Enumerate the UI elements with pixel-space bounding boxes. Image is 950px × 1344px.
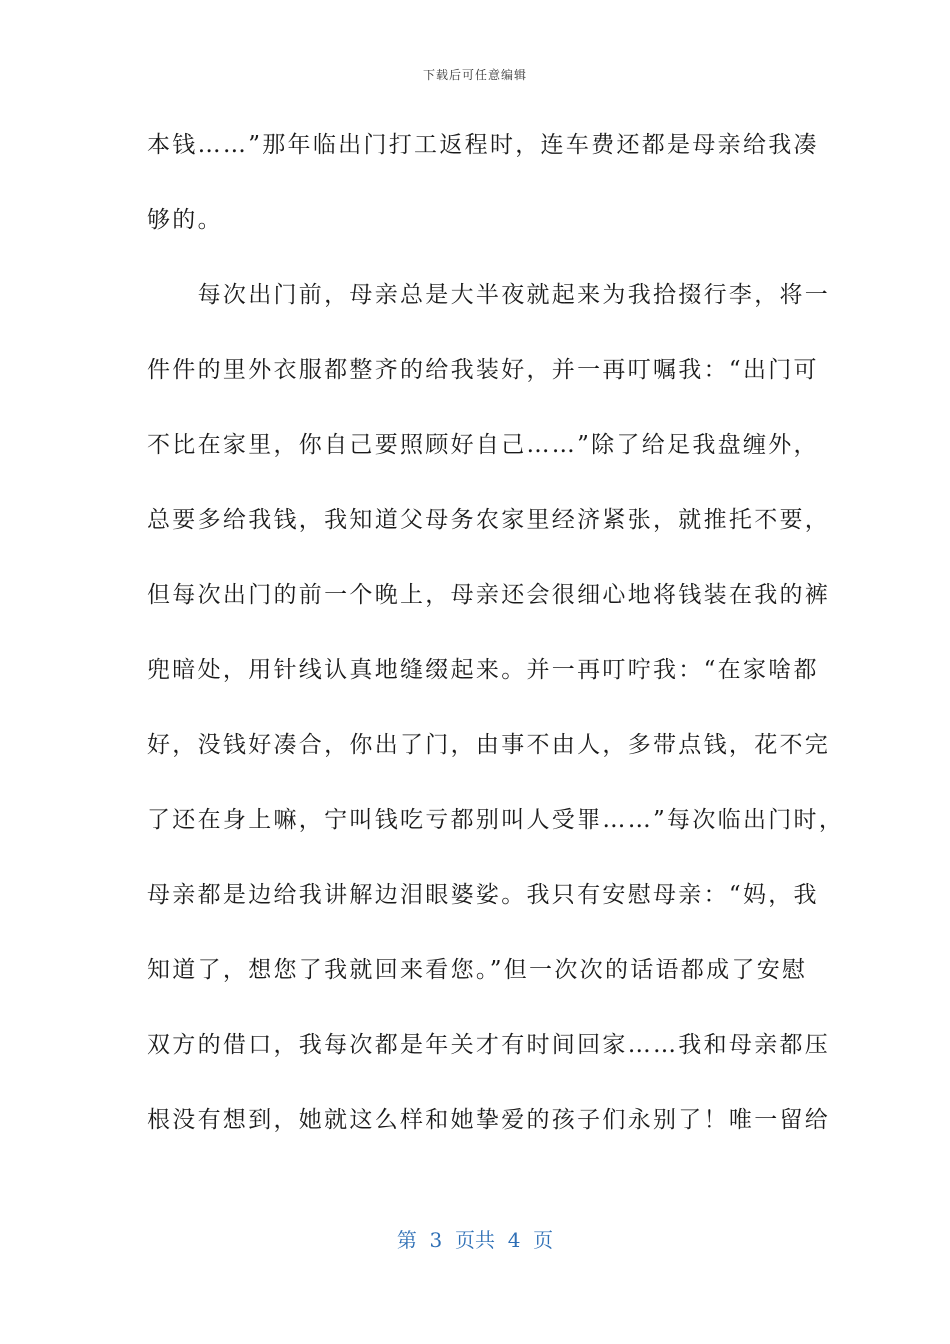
page-number-footer: 第 3 页共 4 页 (396, 1228, 554, 1252)
text-line: 双方的借口，我每次都是年关才有时间回家……我和母亲都压 (147, 1032, 831, 1058)
text-line: 了还在身上嘛，宁叫钱吃亏都别叫人受罪……”每次临出门时， (147, 807, 845, 833)
text-line: 够的。 (147, 207, 223, 233)
text-line: 每次出门前，母亲总是大半夜就起来为我拾掇行李，将一 (147, 282, 831, 308)
text-line: 件件的里外衣服都整齐的给我装好，并一再叮嘱我：“出门可 (147, 357, 819, 383)
body-text (147, 122, 845, 1172)
header-note: 下载后可任意编辑 (422, 68, 527, 82)
text-line: 但每次出门的前一个晚上，母亲还会很细心地将钱装在我的裤 (147, 582, 831, 608)
text-line: 根没有想到，她就这么样和她挚爱的孩子们永别了！唯一留给 (147, 1107, 831, 1133)
text-line: 本钱……”那年临出门打工返程时，连车费还都是母亲给我凑 (147, 132, 819, 158)
text-line: 兜暗处，用针线认真地缝缀起来。并一再叮咛我：“在家啥都 (147, 657, 819, 683)
text-line: 知道了，想您了我就回来看您。”但一次次的话语都成了安慰 (147, 957, 808, 983)
text-line: 总要多给我钱，我知道父母务农家里经济紧张，就推托不要， (147, 507, 831, 533)
text-line: 好，没钱好凑合，你出了门，由事不由人，多带点钱，花不完 (147, 732, 831, 758)
text-line: 不比在家里，你自己要照顾好自己……”除了给足我盘缠外， (147, 432, 819, 458)
text-line: 母亲都是边给我讲解边泪眼婆娑。我只有安慰母亲：“妈，我 (147, 882, 819, 908)
